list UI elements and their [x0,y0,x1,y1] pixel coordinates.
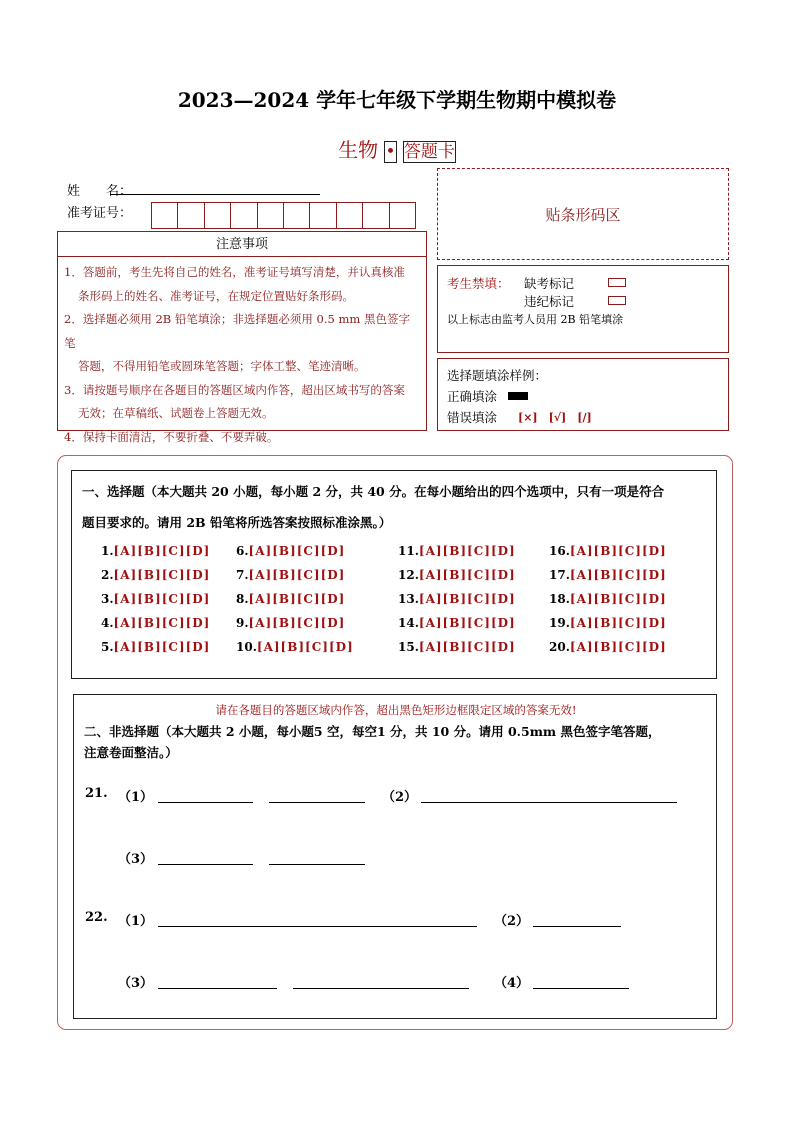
question-number: 3. [101,592,114,606]
q21-part3: （3） [118,852,154,867]
question-number: 8. [236,592,249,606]
answer-options[interactable]: [A][B][C][D] [569,640,667,654]
answer-options[interactable]: [A][B][C][D] [418,568,516,582]
q22-part3: （3） [118,976,154,991]
section1-instruction-2: 题目要求的。请用 2B 铅笔将所选答案按照标准涂黑。） [82,515,392,530]
q21-part2: （2） [382,790,418,805]
answer-options[interactable]: [A][B][C][D] [248,616,346,630]
answer-line[interactable] [158,802,253,803]
answer-options[interactable]: [A][B][C][D] [248,568,346,582]
forbidden-box [437,265,729,353]
answer-line[interactable] [269,802,365,803]
notice-item: 无效；在草稿纸、试题卷上答题无效。 [78,406,274,420]
choice-question-19 [549,616,667,630]
q22-number: 22. [85,910,108,925]
answer-options[interactable]: [A][B][C][D] [569,544,667,558]
q22-part2: （2） [494,914,530,929]
question-number: 15. [398,640,419,654]
question-number: 17. [549,568,570,582]
answer-line[interactable] [421,802,677,803]
answer-line[interactable] [158,988,277,989]
choice-question-10 [236,640,354,654]
question-number: 18. [549,592,570,606]
answer-options[interactable]: [A][B][C][D] [569,592,667,606]
question-number: 13. [398,592,419,606]
correct-label: 正确填涂 [447,389,498,404]
answer-options[interactable]: [A][B][C][D] [569,568,667,582]
answer-options[interactable]: [A][B][C][D] [248,544,346,558]
question-number: 5. [101,640,114,654]
section2-warning: 请在各题目的答题区域内作答，超出黑色矩形边框限定区域的答案无效! [215,703,577,717]
choice-question-12 [398,568,516,582]
notice-item: 答题，不得用铅笔或圆珠笔答题；字体工整、笔迹清晰。 [78,359,366,373]
question-number: 6. [236,544,249,558]
choice-question-14 [398,616,516,630]
exam-id-label: 准考证号： [67,206,133,221]
notice-item: 条形码上的姓名、准考证号，在规定位置贴好条形码。 [78,288,354,303]
question-number: 2. [101,568,114,582]
choice-question-7 [236,568,345,582]
answer-line[interactable] [533,988,629,989]
question-number: 9. [236,616,249,630]
choice-question-11 [398,544,516,558]
answer-options[interactable]: [A][B][C][D] [113,592,211,606]
subject-label: 生物 [338,138,379,162]
answer-options[interactable]: [A][B][C][D] [418,640,516,654]
question-number: 10. [236,640,257,654]
question-number: 14. [398,616,419,630]
choice-question-20 [549,640,667,654]
violation-mark[interactable] [608,296,626,305]
section2-instruction-2: 注意卷面整洁。） [84,745,178,760]
q22-part4: （4） [494,976,530,991]
notice-heading: 注意事项 [57,231,427,257]
choice-question-6 [236,544,345,558]
section2-instruction: 二、非选择题（本大题共 2 小题，每小题5 空，每空1 分，共 10 分。请用 0.5mm 黑色签字笔答题， [84,724,661,739]
notice-item: 1．答题前，考生先将自己的姓名，准考证号填写清楚，并认真核准 [64,265,405,279]
name-label: 姓 名： [67,184,133,199]
subtitle [0,134,794,163]
section2-nonchoice [73,694,717,1019]
answer-line[interactable] [158,864,253,865]
choice-question-8 [236,592,345,606]
violation-label: 违纪标记 [524,294,575,309]
page-title: 2023—2024 学年七年级下学期生物期中模拟卷 [177,88,617,112]
answer-options[interactable]: [A][B][C][D] [113,568,211,582]
answer-options[interactable]: [A][B][C][D] [113,616,211,630]
question-number: 7. [236,568,249,582]
answer-line[interactable] [293,988,469,989]
q21-number: 21. [85,786,108,801]
answer-options[interactable]: [A][B][C][D] [113,640,211,654]
sample-box [437,358,729,431]
q22-part1: （1） [118,914,154,929]
notice-item: 2．选择题必须用 2B 铅笔填涂；非选择题必须用 0.5 mm 黑色签字笔 [64,312,410,350]
choice-question-3 [101,592,210,606]
choice-question-5 [101,640,210,654]
answer-options[interactable]: [A][B][C][D] [418,544,516,558]
choice-question-17 [549,568,667,582]
choice-question-4 [101,616,210,630]
question-number: 16. [549,544,570,558]
absent-label: 缺考标记 [524,276,575,291]
answer-line[interactable] [533,926,621,927]
answer-options[interactable]: [A][B][C][D] [256,640,354,654]
answer-options[interactable]: [A][B][C][D] [113,544,211,558]
choice-question-9 [236,616,345,630]
dot: • [385,142,396,162]
answer-options[interactable]: [A][B][C][D] [418,592,516,606]
choice-question-13 [398,592,516,606]
card-label: 答题卡 [403,142,455,162]
notice-item: 3．请按题号顺序在各题目的答题区域内作答，超出区域书写的答案 [64,382,405,397]
answer-options[interactable]: [A][B][C][D] [248,592,346,606]
filled-mark [508,392,528,400]
choice-question-15 [398,640,516,654]
choice-question-2 [101,568,210,582]
barcode-area [437,168,729,260]
choice-question-16 [549,544,667,558]
sample-heading: 选择题填涂样例： [447,368,548,383]
question-number: 20. [549,640,570,654]
answer-line[interactable] [269,864,365,865]
absent-mark[interactable] [608,278,626,287]
forbidden-label: 考生禁填： [447,276,510,291]
question-number: 4. [101,616,114,630]
choice-question-1 [101,544,210,558]
answer-options[interactable]: [A][B][C][D] [418,616,516,630]
wrong-marks: [×] [√] [/] [518,411,592,424]
forbidden-note: 以上标志由监考人员用 2B 铅笔填涂 [447,313,624,326]
section1-instruction: 一、选择题（本大题共 20 小题，每小题 2 分，共 40 分。在每小题给出的四个选项中，只有一项是符合 [82,484,665,499]
answer-options[interactable]: [A][B][C][D] [569,616,667,630]
name-field[interactable] [110,194,320,195]
notice-box [57,256,427,444]
question-number: 12. [398,568,419,582]
notice-item: 4．保持卡面清洁，不要折叠、不要弄破。 [64,429,279,444]
barcode-label: 贴条形码区 [545,205,621,224]
question-number: 1. [101,544,114,558]
choice-question-18 [549,592,667,606]
question-number: 11. [398,544,419,558]
wrong-label: 错误填涂 [447,410,498,425]
question-number: 19. [549,616,570,630]
section1-choice [71,470,717,679]
exam-id-boxes[interactable] [151,202,416,229]
answer-line[interactable] [158,926,477,927]
q21-part1: （1） [118,790,154,805]
